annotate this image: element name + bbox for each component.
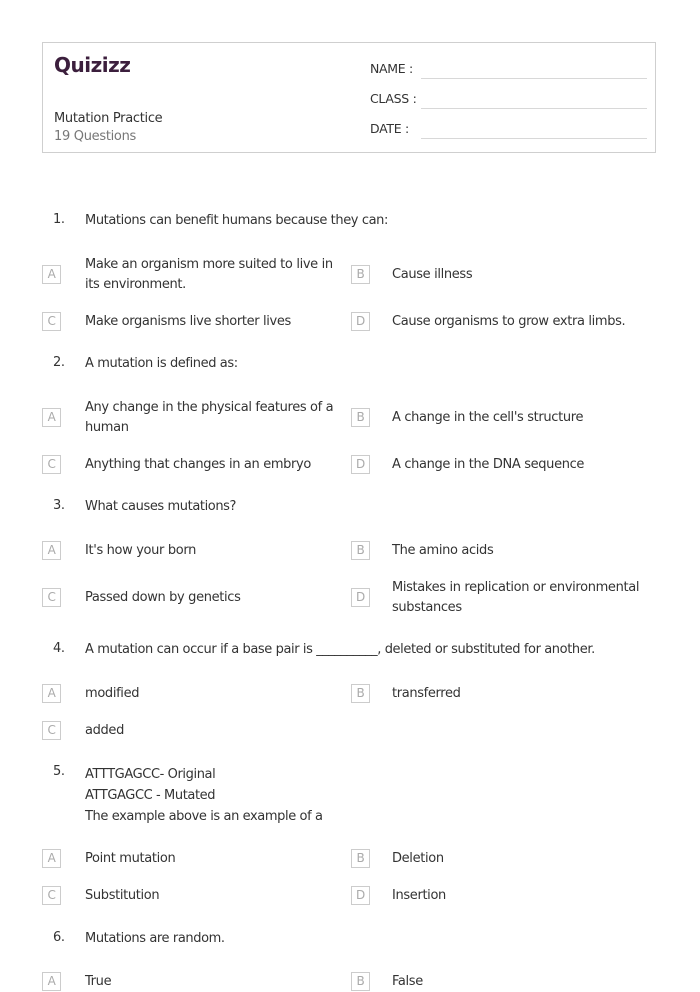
quizizz-logo: Quizizz [54, 53, 131, 77]
option-text: Any change in the physical features of a human [85, 400, 334, 435]
option-letter-box[interactable]: C [42, 312, 61, 331]
option-letter-box[interactable]: B [351, 972, 370, 991]
question-number: 3. [53, 498, 65, 513]
option-letter-box[interactable]: D [351, 455, 370, 474]
option-text: Mistakes in replication or environmental substances [392, 580, 640, 615]
question-text [85, 764, 665, 827]
option-text: Anything that changes in an embryo [85, 457, 312, 472]
question-number: 2. [53, 355, 65, 370]
option-text: The amino acids [392, 543, 494, 558]
option-text: A change in the DNA sequence [392, 457, 585, 472]
option-text: transferred [392, 686, 461, 701]
option-letter-box[interactable]: C [42, 721, 61, 740]
option-text: Deletion [392, 851, 444, 866]
option-letter-box[interactable]: A [42, 849, 61, 868]
question-text-line: The example above is an example of a [85, 809, 323, 824]
quiz-title: Mutation Practice [54, 111, 163, 126]
option-letter-box[interactable]: B [351, 849, 370, 868]
class-field-line[interactable] [421, 108, 647, 109]
question-text-line: ATTTGAGCC- Original [85, 767, 216, 782]
question-text: Mutations can benefit humans because they can: [85, 213, 388, 228]
option-text: False [392, 974, 423, 989]
option-letter-box[interactable]: B [351, 265, 370, 284]
option-text: Cause illness [392, 267, 473, 282]
question-text: Mutations are random. [85, 931, 225, 946]
option-letter-box[interactable]: A [42, 972, 61, 991]
class-label: CLASS : [370, 91, 417, 106]
option-letter-box[interactable]: A [42, 541, 61, 560]
option-text: Insertion [392, 888, 446, 903]
option-text: Passed down by genetics [85, 590, 241, 605]
option-text: Make organisms live shorter lives [85, 314, 291, 329]
question-count: 19 Questions [54, 129, 136, 144]
name-label: NAME : [370, 61, 413, 76]
option-text: added [85, 723, 124, 738]
option-letter-box[interactable]: C [42, 886, 61, 905]
option-text: A change in the cell's structure [392, 410, 584, 425]
option-letter-box[interactable]: A [42, 265, 61, 284]
option-text: Cause organisms to grow extra limbs. [392, 314, 626, 329]
option-text: Point mutation [85, 851, 176, 866]
option-text: It's how your born [85, 543, 196, 558]
question-number: 1. [53, 212, 65, 227]
name-field-line[interactable] [421, 78, 647, 79]
question-number: 4. [53, 641, 65, 656]
question-text: What causes mutations? [85, 499, 237, 514]
option-letter-box[interactable]: A [42, 684, 61, 703]
question-text: A mutation can occur if a base pair is __________, deleted or substituted for another. [85, 642, 595, 657]
option-text: True [85, 974, 112, 989]
option-letter-box[interactable]: D [351, 886, 370, 905]
option-letter-box[interactable]: C [42, 588, 61, 607]
date-label: DATE : [370, 121, 409, 136]
question-number: 6. [53, 930, 65, 945]
question-text: A mutation is defined as: [85, 356, 238, 371]
option-letter-box[interactable]: C [42, 455, 61, 474]
option-letter-box[interactable]: B [351, 541, 370, 560]
worksheet-header [42, 42, 656, 153]
question-text-line: ATTGAGCC - Mutated [85, 788, 216, 803]
question-number: 5. [53, 764, 65, 779]
option-text: modified [85, 686, 140, 701]
date-field-line[interactable] [421, 138, 647, 139]
option-text: Substitution [85, 888, 160, 903]
option-letter-box[interactable]: A [42, 408, 61, 427]
option-letter-box[interactable]: B [351, 408, 370, 427]
option-letter-box[interactable]: D [351, 312, 370, 331]
option-text: Make an organism more suited to live in its environment. [85, 257, 333, 292]
option-letter-box[interactable]: D [351, 588, 370, 607]
option-letter-box[interactable]: B [351, 684, 370, 703]
